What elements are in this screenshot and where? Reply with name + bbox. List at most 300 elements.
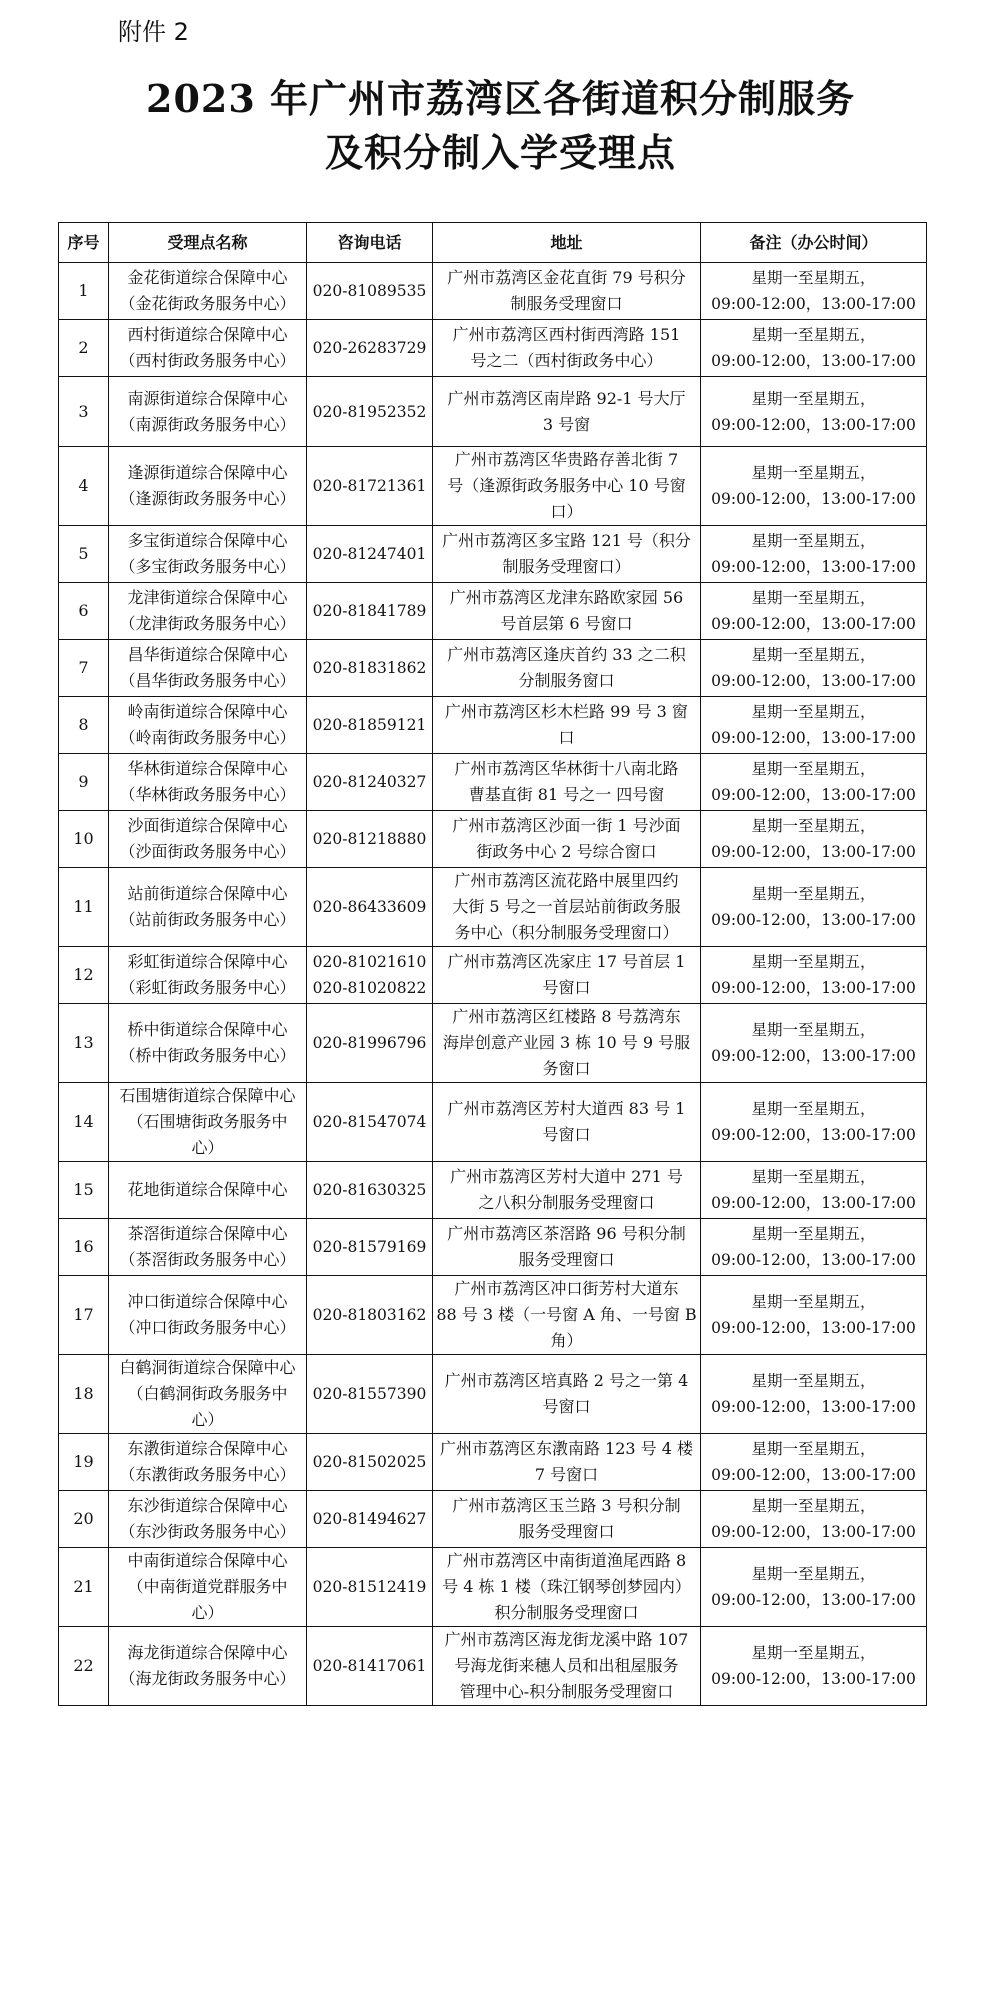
cell-remarks [701, 1548, 927, 1627]
table-row [59, 1162, 927, 1219]
table-row [59, 1434, 927, 1491]
cell-remarks [701, 263, 927, 320]
cell-point-name-line: 沙面街道综合保障中心 [127, 816, 288, 835]
cell-phone [307, 1162, 433, 1219]
cell-address-line: 广州市荔湾区流花路中展里四约 [454, 871, 679, 890]
cell-serial-number: 4 [59, 447, 109, 526]
cell-remarks-line: 星期一至星期五， [751, 1021, 876, 1039]
cell-address-line: 积分制服务受理窗口 [494, 1603, 639, 1622]
cell-address-line: 7 号窗口 [534, 1465, 599, 1484]
table-row [59, 263, 927, 320]
cell-remarks-line: 09:00-12:00，13:00-17:00 [711, 979, 916, 997]
cell-address-line: 广州市荔湾区东漖南路 123 号 4 楼 [439, 1439, 694, 1458]
cell-serial-number: 10 [59, 811, 109, 868]
cell-address-line: 广州市荔湾区冲口街芳村大道东 [454, 1279, 679, 1298]
cell-phone [307, 320, 433, 377]
cell-remarks [701, 583, 927, 640]
cell-remarks-line: 09:00-12:00，13:00-17:00 [711, 615, 916, 633]
cell-point-name-line: 桥中街道综合保障中心 [127, 1020, 288, 1039]
cell-address-line: 制服务受理窗口 [510, 294, 623, 313]
cell-remarks-line: 星期一至星期五， [751, 389, 876, 408]
cell-address [433, 1083, 701, 1162]
cell-phone [307, 526, 433, 583]
cell-address [433, 447, 701, 526]
table-row [59, 868, 927, 947]
cell-phone-line: 020-81417061 [312, 1657, 427, 1675]
cell-point-name-line: 心） [191, 1138, 224, 1157]
cell-point-name [109, 947, 307, 1004]
cell-address [433, 754, 701, 811]
table-row [59, 1627, 927, 1706]
cell-remarks-line: 09:00-12:00，13:00-17:00 [711, 1466, 916, 1484]
cell-point-name [109, 447, 307, 526]
cell-phone-line: 020-81841789 [312, 602, 427, 620]
cell-address-line: 曹基直街 81 号之一 四号窗 [468, 785, 665, 804]
cell-serial-number: 11 [59, 868, 109, 947]
cell-remarks [701, 1162, 927, 1219]
cell-phone-line: 020-81021610 [312, 953, 427, 971]
cell-address-line: 口） [550, 502, 583, 521]
cell-address-line: 制服务受理窗口） [502, 557, 631, 576]
cell-remarks-line: 星期一至星期五， [751, 589, 876, 607]
cell-address [433, 868, 701, 947]
cell-remarks-line: 星期一至星期五， [751, 953, 876, 971]
cell-point-name [109, 263, 307, 320]
cell-point-name-line: （东沙街政务服务中心） [119, 1522, 296, 1541]
cell-remarks-line: 星期一至星期五， [751, 1440, 876, 1458]
cell-point-name-line: （华林街政务服务中心） [119, 785, 296, 804]
cell-remarks [701, 754, 927, 811]
cell-point-name-line: 西村街道综合保障中心 [127, 325, 288, 344]
service-point-table [58, 222, 927, 1706]
cell-remarks [701, 526, 927, 583]
header-point-name: 受理点名称 [109, 223, 307, 263]
cell-address [433, 1162, 701, 1219]
table-row [59, 697, 927, 754]
cell-point-name [109, 754, 307, 811]
attachment-label: 附件 2 [118, 18, 189, 46]
cell-address [433, 640, 701, 697]
cell-remarks-line: 09:00-12:00，13:00-17:00 [711, 786, 916, 804]
cell-remarks-line: 星期一至星期五， [751, 269, 876, 287]
cell-remarks-line: 09:00-12:00，13:00-17:00 [711, 1194, 916, 1212]
cell-remarks [701, 1004, 927, 1083]
cell-address-line: 广州市荔湾区海龙街龙溪中路 107 [444, 1630, 689, 1649]
cell-remarks [701, 377, 927, 447]
cell-address [433, 526, 701, 583]
cell-address [433, 1355, 701, 1434]
cell-phone-line: 020-26283729 [312, 339, 427, 357]
cell-remarks-line: 星期一至星期五， [751, 1644, 876, 1662]
cell-point-name-line: 海龙街道综合保障中心 [127, 1643, 288, 1662]
cell-point-name-line: （昌华街政务服务中心） [119, 671, 296, 690]
cell-serial-number: 2 [59, 320, 109, 377]
cell-point-name-line: （海龙街政务服务中心） [119, 1669, 296, 1688]
cell-remarks-line: 星期一至星期五， [751, 817, 876, 835]
cell-address-line: 88 号 3 楼（一号窗 A 角、一号窗 B [436, 1305, 697, 1324]
cell-address-line: 广州市荔湾区多宝路 121 号（积分 [442, 531, 691, 550]
cell-address-line: 管理中心-积分制服务受理窗口 [459, 1682, 674, 1701]
cell-remarks [701, 947, 927, 1004]
document-title-line-1: 2023 年广州市荔湾区各街道积分制服务 [146, 76, 855, 121]
cell-point-name-line: （金花街政务服务中心） [119, 294, 296, 313]
cell-point-name-line: 华林街道综合保障中心 [127, 759, 288, 778]
cell-remarks-line: 09:00-12:00，13:00-17:00 [711, 1047, 916, 1065]
cell-address-line: 街政务中心 2 号综合窗口 [476, 842, 657, 861]
cell-remarks-line: 09:00-12:00，13:00-17:00 [711, 415, 916, 434]
cell-phone-line: 020-86433609 [312, 898, 427, 916]
cell-address-line: 服务受理窗口 [518, 1250, 615, 1269]
table-row [59, 526, 927, 583]
cell-remarks-line: 09:00-12:00，13:00-17:00 [711, 490, 916, 508]
cell-remarks [701, 1491, 927, 1548]
cell-point-name [109, 811, 307, 868]
cell-point-name-line: 东漖街道综合保障中心 [127, 1439, 288, 1458]
cell-remarks-line: 09:00-12:00，13:00-17:00 [711, 1398, 916, 1416]
cell-point-name-line: （站前街政务服务中心） [119, 910, 296, 929]
cell-remarks-line: 09:00-12:00，13:00-17:00 [711, 911, 916, 929]
cell-point-name-line: 彩虹街道综合保障中心 [127, 952, 288, 971]
cell-remarks-line: 09:00-12:00，13:00-17:00 [711, 672, 916, 690]
cell-point-name-line: （桥中街政务服务中心） [119, 1046, 296, 1065]
table-row [59, 1004, 927, 1083]
cell-remarks-line: 星期一至星期五， [751, 1225, 876, 1243]
cell-remarks [701, 868, 927, 947]
cell-address-line: 广州市荔湾区红楼路 8 号荔湾东 [452, 1007, 681, 1026]
cell-phone [307, 1491, 433, 1548]
cell-point-name [109, 1355, 307, 1434]
cell-point-name-line: （西村街政务服务中心） [119, 351, 296, 370]
cell-remarks-line: 09:00-12:00，13:00-17:00 [711, 1251, 916, 1269]
cell-address-line: 广州市荔湾区中南街道渔尾西路 8 [446, 1551, 687, 1570]
table-row [59, 1491, 927, 1548]
cell-point-name [109, 697, 307, 754]
cell-remarks [701, 1355, 927, 1434]
cell-address-line: 广州市荔湾区芳村大道西 83 号 1 [447, 1099, 686, 1118]
cell-phone [307, 1434, 433, 1491]
cell-phone-line: 020-81803162 [312, 1306, 427, 1324]
cell-point-name [109, 1276, 307, 1355]
table-row [59, 1548, 927, 1627]
cell-phone [307, 1276, 433, 1355]
cell-address-line: 广州市荔湾区南岸路 92-1 号大厅 [447, 388, 686, 408]
cell-phone-line: 020-81859121 [312, 716, 427, 734]
cell-serial-number: 15 [59, 1162, 109, 1219]
cell-remarks [701, 811, 927, 868]
cell-address [433, 377, 701, 447]
cell-address [433, 697, 701, 754]
cell-point-name [109, 583, 307, 640]
cell-point-name [109, 868, 307, 947]
document-title-line-2: 及积分制入学受理点 [324, 130, 676, 175]
table-row [59, 320, 927, 377]
cell-address [433, 263, 701, 320]
cell-phone [307, 447, 433, 526]
cell-remarks [701, 1627, 927, 1706]
cell-address-line: 广州市荔湾区培真路 2 号之一第 4 [444, 1371, 689, 1390]
cell-address [433, 320, 701, 377]
cell-remarks-line: 09:00-12:00，13:00-17:00 [711, 1126, 916, 1144]
cell-remarks-line: 09:00-12:00，13:00-17:00 [711, 1319, 916, 1337]
cell-address-line: 广州市荔湾区杉木栏路 99 号 3 窗 [445, 702, 688, 721]
cell-address-line: 号窗口 [542, 978, 591, 997]
cell-remarks-line: 星期一至星期五， [751, 703, 876, 721]
cell-remarks-line: 09:00-12:00，13:00-17:00 [711, 352, 916, 370]
cell-point-name-line: 白鹤洞街道综合保障中心 [119, 1358, 296, 1377]
cell-serial-number: 14 [59, 1083, 109, 1162]
cell-phone [307, 263, 433, 320]
cell-point-name-line: （茶滘街政务服务中心） [119, 1250, 296, 1269]
cell-address-line: 广州市荔湾区茶滘路 96 号积分制 [447, 1224, 686, 1243]
cell-point-name [109, 526, 307, 583]
cell-point-name-line: 花地街道综合保障中心 [127, 1180, 288, 1199]
cell-phone [307, 868, 433, 947]
cell-phone-line: 020-81996796 [312, 1034, 427, 1052]
cell-phone [307, 640, 433, 697]
cell-serial-number: 7 [59, 640, 109, 697]
cell-point-name [109, 1491, 307, 1548]
header-remarks: 备注（办公时间） [701, 223, 927, 263]
cell-point-name [109, 1548, 307, 1627]
cell-address [433, 1491, 701, 1548]
cell-remarks-line: 09:00-12:00，13:00-17:00 [711, 729, 916, 747]
cell-serial-number: 8 [59, 697, 109, 754]
cell-address-line: 号之二（西村街政务中心） [470, 351, 663, 370]
cell-phone [307, 1083, 433, 1162]
table-header-row [59, 223, 927, 263]
cell-point-name-line: 南源街道综合保障中心 [127, 388, 288, 408]
cell-point-name [109, 1004, 307, 1083]
table-row [59, 1219, 927, 1276]
cell-phone [307, 754, 433, 811]
cell-remarks [701, 697, 927, 754]
cell-point-name [109, 1083, 307, 1162]
cell-remarks [701, 1219, 927, 1276]
cell-address-line: 务中心（积分制服务受理窗口） [454, 923, 679, 942]
cell-remarks-line: 09:00-12:00，13:00-17:00 [711, 295, 916, 313]
cell-phone [307, 947, 433, 1004]
cell-address-line: 广州市荔湾区冼家庄 17 号首层 1 [447, 952, 686, 971]
cell-point-name [109, 1162, 307, 1219]
cell-point-name-line: 心） [191, 1410, 224, 1429]
cell-point-name [109, 1627, 307, 1706]
cell-point-name-line: （逢源街政务服务中心） [119, 489, 296, 508]
cell-address-line: 之八积分制服务受理窗口 [478, 1193, 655, 1212]
cell-phone [307, 1355, 433, 1434]
cell-phone-line: 020-81494627 [312, 1510, 427, 1528]
cell-point-name-line: （白鹤洞街政务服务中 [127, 1384, 288, 1403]
cell-remarks [701, 640, 927, 697]
cell-phone [307, 583, 433, 640]
table-row [59, 811, 927, 868]
cell-remarks [701, 1276, 927, 1355]
header-address: 地址 [433, 223, 701, 263]
cell-address-line: 广州市荔湾区华贵路存善北街 7 [454, 450, 679, 469]
cell-remarks-line: 星期一至星期五， [751, 326, 876, 344]
cell-remarks-line: 09:00-12:00，13:00-17:00 [711, 1591, 916, 1609]
cell-address-line: 广州市荔湾区西村街西湾路 151 [452, 325, 681, 344]
cell-point-name-line: 中南街道综合保障中心 [127, 1551, 288, 1570]
cell-address [433, 1004, 701, 1083]
cell-point-name [109, 640, 307, 697]
cell-point-name-line: 多宝街道综合保障中心 [127, 531, 288, 550]
cell-phone-line: 020-81952352 [312, 402, 427, 421]
cell-phone-line: 020-81721361 [312, 477, 427, 495]
cell-point-name [109, 1434, 307, 1491]
cell-address-line: 分制服务窗口 [518, 671, 615, 690]
cell-address-line: 号海龙街来穗人员和出租屋服务 [454, 1656, 679, 1675]
table-row [59, 754, 927, 811]
cell-point-name-line: 岭南街道综合保障中心 [127, 702, 288, 721]
cell-address [433, 1219, 701, 1276]
cell-phone [307, 697, 433, 754]
cell-remarks-line: 09:00-12:00，13:00-17:00 [711, 1523, 916, 1541]
cell-remarks-line: 星期一至星期五， [751, 760, 876, 778]
cell-remarks-line: 星期一至星期五， [751, 885, 876, 903]
cell-point-name-line: （龙津街政务服务中心） [119, 614, 296, 633]
cell-address-line: 务窗口 [542, 1059, 591, 1078]
cell-remarks-line: 星期一至星期五， [751, 1497, 876, 1515]
cell-phone-line: 020-81557390 [312, 1385, 427, 1403]
cell-phone [307, 1219, 433, 1276]
cell-address [433, 1276, 701, 1355]
cell-serial-number: 6 [59, 583, 109, 640]
cell-serial-number: 20 [59, 1491, 109, 1548]
cell-remarks-line: 星期一至星期五， [751, 1293, 876, 1311]
cell-address-line: 角） [550, 1331, 583, 1350]
cell-point-name-line: 冲口街道综合保障中心 [127, 1292, 288, 1311]
cell-address-line: 广州市荔湾区龙津东路欧家园 56 [449, 588, 684, 607]
cell-address-line: 大街 5 号之一首层站前街政务服 [452, 897, 681, 916]
cell-serial-number: 22 [59, 1627, 109, 1706]
cell-phone [307, 1004, 433, 1083]
cell-serial-number: 17 [59, 1276, 109, 1355]
cell-address-line: 口 [558, 728, 575, 747]
cell-phone-line: 020-81218880 [312, 830, 427, 848]
table-row [59, 640, 927, 697]
header-serial-number: 序号 [59, 223, 109, 263]
cell-point-name-line: （东漖街政务服务中心） [119, 1465, 296, 1484]
cell-phone-line: 020-81240327 [312, 773, 427, 791]
cell-address-line: 广州市荔湾区金花直街 79 号积分 [447, 268, 686, 287]
cell-phone-line: 020-81579169 [312, 1238, 427, 1256]
cell-address-line: 号窗口 [542, 1397, 591, 1416]
cell-point-name-line: （岭南街政务服务中心） [119, 728, 296, 747]
cell-point-name-line: 心） [191, 1603, 224, 1622]
cell-address-line: 广州市荔湾区华林街十八南北路 [454, 759, 679, 778]
cell-remarks [701, 1434, 927, 1491]
cell-phone-line: 020-81020822 [312, 979, 427, 997]
table-row [59, 583, 927, 640]
cell-address-line: 广州市荔湾区逢庆首约 33 之二积 [447, 645, 686, 664]
cell-point-name [109, 320, 307, 377]
cell-phone-line: 020-81247401 [312, 545, 427, 563]
table-row [59, 1355, 927, 1434]
cell-address-line: 广州市荔湾区玉兰路 3 号积分制 [452, 1496, 681, 1515]
table-row [59, 947, 927, 1004]
cell-address [433, 1627, 701, 1706]
cell-phone-line: 020-81547074 [312, 1113, 427, 1131]
cell-address-line: 3 号窗 [542, 414, 591, 434]
cell-point-name [109, 377, 307, 447]
cell-address-line: 服务受理窗口 [518, 1522, 615, 1541]
cell-point-name-line: 龙津街道综合保障中心 [127, 588, 288, 607]
cell-remarks-line: 星期一至星期五， [751, 1100, 876, 1118]
cell-point-name-line: 石围塘街道综合保障中心 [119, 1086, 296, 1105]
table-body [59, 263, 927, 1706]
cell-remarks-line: 09:00-12:00，13:00-17:00 [711, 1670, 916, 1688]
cell-serial-number: 13 [59, 1004, 109, 1083]
cell-phone-line: 020-81502025 [312, 1453, 427, 1471]
cell-remarks [701, 447, 927, 526]
cell-remarks-line: 星期一至星期五， [751, 532, 876, 550]
cell-address-line: 海岸创意产业园 3 栋 10 号 9 号服 [442, 1033, 691, 1052]
cell-point-name-line: 金花街道综合保障中心 [127, 268, 288, 287]
cell-serial-number: 3 [59, 377, 109, 447]
cell-address [433, 1548, 701, 1627]
cell-remarks-line: 星期一至星期五， [751, 1168, 876, 1186]
table-row [59, 1083, 927, 1162]
cell-point-name-line: 昌华街道综合保障中心 [127, 645, 288, 664]
cell-point-name-line: 东沙街道综合保障中心 [127, 1496, 288, 1515]
cell-remarks-line: 09:00-12:00，13:00-17:00 [711, 843, 916, 861]
cell-address-line: 号（逢源街政务服务中心 10 号窗 [447, 476, 686, 495]
cell-point-name-line: 茶滘街道综合保障中心 [127, 1224, 288, 1243]
cell-phone [307, 377, 433, 447]
cell-phone [307, 811, 433, 868]
header-phone: 咨询电话 [307, 223, 433, 263]
cell-remarks-line: 09:00-12:00，13:00-17:00 [711, 558, 916, 576]
cell-remarks-line: 星期一至星期五， [751, 464, 876, 482]
cell-phone [307, 1627, 433, 1706]
cell-serial-number: 12 [59, 947, 109, 1004]
cell-address-line: 广州市荔湾区沙面一街 1 号沙面 [452, 816, 681, 835]
cell-phone [307, 1548, 433, 1627]
cell-address [433, 583, 701, 640]
cell-address [433, 947, 701, 1004]
cell-point-name-line: （冲口街政务服务中心） [119, 1318, 296, 1337]
cell-remarks-line: 星期一至星期五， [751, 1372, 876, 1390]
cell-address-line: 号窗口 [542, 1125, 591, 1144]
cell-point-name-line: （石围塘街政务服务中 [127, 1112, 288, 1131]
cell-point-name-line: 逢源街道综合保障中心 [127, 463, 288, 482]
cell-remarks [701, 320, 927, 377]
cell-point-name [109, 1219, 307, 1276]
cell-serial-number: 1 [59, 263, 109, 320]
cell-phone-line: 020-81831862 [312, 659, 427, 677]
cell-phone-line: 020-81089535 [312, 282, 427, 300]
cell-remarks-line: 星期一至星期五， [751, 1565, 876, 1583]
cell-point-name-line: （彩虹街政务服务中心） [119, 978, 296, 997]
cell-address [433, 811, 701, 868]
table-row [59, 1276, 927, 1355]
cell-address-line: 号首层第 6 号窗口 [500, 614, 633, 633]
cell-point-name-line: （南源街政务服务中心） [119, 414, 296, 434]
cell-serial-number: 19 [59, 1434, 109, 1491]
cell-point-name-line: （中南街道党群服务中 [127, 1577, 288, 1596]
cell-serial-number: 9 [59, 754, 109, 811]
cell-remarks [701, 1083, 927, 1162]
cell-serial-number: 18 [59, 1355, 109, 1434]
cell-phone-line: 020-81512419 [312, 1578, 427, 1596]
table-row [59, 377, 927, 447]
cell-remarks-line: 星期一至星期五， [751, 646, 876, 664]
cell-point-name-line: （多宝街政务服务中心） [119, 557, 296, 576]
cell-address [433, 1434, 701, 1491]
cell-serial-number: 5 [59, 526, 109, 583]
cell-serial-number: 16 [59, 1219, 109, 1276]
cell-serial-number: 21 [59, 1548, 109, 1627]
